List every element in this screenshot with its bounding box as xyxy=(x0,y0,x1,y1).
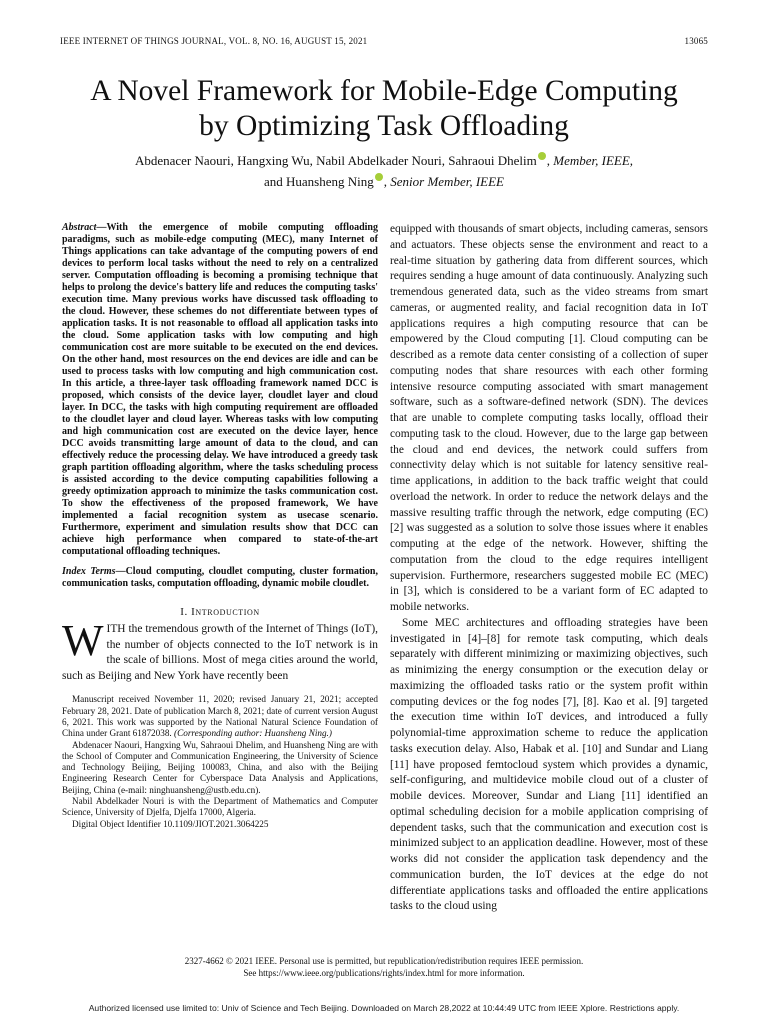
title-line-2: by Optimizing Task Offloading xyxy=(199,110,569,142)
index-terms-label: Index Terms xyxy=(62,566,116,577)
page-number: 13065 xyxy=(684,36,708,46)
left-column xyxy=(62,222,378,830)
author-role-2: Senior Member, IEEE xyxy=(390,174,504,189)
section-title: Introduction xyxy=(191,606,260,618)
author-role-1: Member, IEEE, xyxy=(553,153,634,168)
author-line-2: and Huansheng Ning , Senior Member, IEEE xyxy=(264,174,504,189)
introduction-paragraph xyxy=(62,616,378,684)
journal-info: IEEE INTERNET OF THINGS JOURNAL, VOL. 8, NO. 16, AUGUST 15, 2021 xyxy=(60,36,368,46)
copyright-notice xyxy=(60,956,708,979)
index-terms: Index Terms—Cloud computing, cloudlet computing, cluster formation, communication tasks, computation offloading, dynamic mobile cloudlet. xyxy=(62,566,378,589)
license-footer: Authorized licensed use limited to: Univ of Science and Tech Beijing. Downloaded on March 28,2022 at 10:44:49 UTC from IEEE Xplore. Restrictions apply. xyxy=(88,1003,680,1013)
orcid-icon[interactable] xyxy=(375,173,383,181)
author-names-2: and Huansheng Ning xyxy=(264,174,374,189)
footnotes xyxy=(62,694,378,830)
intro-text: ITH the tremendous growth of the Internet of Things (IoT), the number of objects connected to the IoT network is in the scale of billions. Most of mega cities around the world, such as Beijing and New York have recently been xyxy=(62,623,378,682)
abstract: Abstract—With the emergence of mobile computing offloading paradigms, such as mobile-edge computing (MEC), many Internet of Things applications can take advantage of the computing powers of end devices to perform local tasks without the need to rely on a centralized server. Computation offloading is becoming a promising technique that helps to prolong the device's battery life and reduces the computing tasks' execution time. Many previous works have discussed task offloading to the cloud. However, these schemes do not differentiate between types of application tasks. It is not reasonable to offload all application tasks into the cloud. Some application tasks with low computing and high communication cost are more suitable to be executed on the end devices. On the other hand, most resources on the end devices are idle and can be used to process tasks with low computing and high communication cost. In this article, a three-layer task offloading framework named DCC is proposed, which consists of the device layer, cloudlet layer and cloud layer. In DCC, the tasks with high computing requirement are offloaded to the cloudlet layer and cloud layer. Whereas tasks with low computing and high communication cost are executed on the device layer, hence DCC avoids transmitting large amount of data to the cloud, and can effectively reduce the processing delay. We have introduced a greedy task graph partition offloading algorithm, where the tasks scheduling process is assisted according to the device computing capabilities following a greedy optimization approach to minimize the tasks communication cost. To show the effectiveness of the proposed framework, We have implemented a facial recognition system as usecase scenario. Furthermore, experiment and simulation results show that DCC can achieve high performance when compared to state-of-the-art computational offloading techniques. xyxy=(62,222,378,557)
section-number: I. xyxy=(180,606,188,618)
title-line-1: A Novel Framework for Mobile-Edge Computing xyxy=(90,75,678,107)
drop-cap: W xyxy=(62,616,104,665)
footnote-affiliation-1: Abdenacer Naouri, Hangxing Wu, Sahraoui Dhelim, and Huansheng Ning are with the School of Computer and Communication Engineering, the University of Science and Technology Beijing, Beijing 100083, China, and also with the Beijing Engineering Research Center for Cyberspace Data Analysis and Applications, Beijing, China (e-mail: ninghuansheng@ustb.edu.cn). xyxy=(62,739,378,795)
footnote-doi[interactable]: Digital Object Identifier 10.1109/JIOT.2021.3064225 xyxy=(72,818,269,829)
author-line-1: Abdenacer Naouri, Hangxing Wu, Nabil Abdelkader Nouri, Sahraoui Dhelim , Member, IEEE, xyxy=(134,153,634,168)
author-list xyxy=(40,150,728,192)
abstract-text: With the emergence of mobile computing offloading paradigms, such as mobile-edge computing (MEC), many Internet of Things applications can take advantage of the computing powers of end devices to perform local tasks without the need to rely on a centralized server. Computation offloading is becoming a promising technique that helps to prolong the device's battery life and reduces the computing tasks' execution time. Many previous works have discussed task offloading to the cloud. However, these schemes do not differentiate between types of application tasks. It is not reasonable to offload all application tasks into the cloud. Some application tasks with low computing and high communication cost are more suitable to be executed on the end devices. On the other hand, most resources on the end devices are idle and can be used to process tasks with low computing and high communication cost. In this article, a three-layer task offloading framework named DCC is proposed, which consists of the device layer, cloudlet layer and cloud layer. In DCC, the tasks with high computing requirement are offloaded to the cloudlet layer and cloud layer. Whereas tasks with low computing and high communication cost are executed on the device layer, hence DCC avoids transmitting large amount of data to the cloud, and can effectively reduce the processing delay. We have introduced a greedy task graph partition offloading algorithm, where the tasks scheduling process is assisted according to the device computing capabilities following a greedy optimization approach to minimize the tasks communication cost. To show the effectiveness of the proposed framework, We have implemented a facial recognition system as usecase scenario. Furthermore, experiment and simulation results show that DCC can achieve high performance when compared to state-of-the-art computational offloading techniques. xyxy=(62,222,378,557)
abstract-label: Abstract xyxy=(62,222,97,233)
author-names-1: Abdenacer Naouri, Hangxing Wu, Nabil Abdelkader Nouri, Sahraoui Dhelim xyxy=(134,153,537,168)
corresponding-author: (Corresponding author: Huansheng Ning.) xyxy=(174,728,332,739)
footnote-received: Manuscript received November 11, 2020; revised January 21, 2021; accepted February 28, 2021. Date of publication March 8, 2021; date of current version August 6, 2021. This work was supported by the National Natural Science Foundation of China under Grant 61872038. (Corresponding author: Huansheng Ning.) xyxy=(62,694,378,739)
body-paragraph-1: equipped with thousands of smart objects, including cameras, sensors and actuators. These objects sense the environment and react to a real-time situation by gathering data from different sources, which requires sending a huge amount of data continuously. Analyzing such tremendous generated data, such as the video streams from smart cameras, or augmented reality, and facial recognition data in IoT applications requires a high computing resource that can be empowered by the Cloud computing [1]. Cloud computing can be described as a remote data center consisting of a collection of super computing nodes that share resources with each other forming intensive resource computing associated with smart management software, such as a software-defined network (SDN). The devices that are unable to complete computing tasks locally, offload their computing task to the cloud. However, due to the large gap between the cloud and end devices, the network could suffers from connectivity delay which is not suitable for latency sensitive real-time applications, in addition to the back traffic weight that could overload the network. In order to reduce the network delays and the massive resulting traffic through the network, edge computing (EC) [2] was suggested as a solution to solve those issues where it enables computing at the edge of the network. However, shifting the computation from the cloud to the edge requires intelligent supervision. Furthermore, researchers suggested mobile EC (MEC) in [3], which is considered to be a variant form of EC adapted to mobile networks. xyxy=(390,223,708,613)
copyright-line-2[interactable]: See https://www.ieee.org/publications/rights/index.html for more information. xyxy=(243,967,525,978)
paper-title xyxy=(40,74,728,144)
index-terms-text: Cloud computing, cloudlet computing, cluster formation, communication tasks, computation offloading, dynamic mobile cloudlet. xyxy=(62,566,378,589)
right-column xyxy=(390,222,708,915)
orcid-icon[interactable] xyxy=(538,152,546,160)
copyright-line-1: 2327-4662 © 2021 IEEE. Personal use is permitted, but republication/redistribution requires IEEE permission. xyxy=(184,956,584,966)
body-paragraph-2: Some MEC architectures and offloading strategies have been investigated in [4]–[8] for remote task computing, which deals separately with different minimizing or maximizing objectives, such as minimizing the energy consumption or the execution delay or maximizing the offloaded tasks ratio or the system profit within computing devices or the fog nodes [7], [8]. Kao et al. [9] targeted the execution time within IoT devices, and introduced a fully polynomial-time approximation scheme to reduce the application tasks execution delay. Also, Habak et al. [10] and Sundar and Liang [11] have proposed femtocloud system which provides a dynamic, self-configuring, and multidevice mobile cloud out of a cluster of mobile devices. Moreover, Sundar and Liang [11] identified an optimal scheduling decision for a mobile application comprising of dependent tasks, such that the communication and execution cost is minimized subject to an application deadline. However, most of these works did not consider the application task dependency and the communication burden, the IoT devices at the edge do not differentiate applications tasks and offloaded the entire applications tasks to the cloud using xyxy=(390,616,708,913)
footnote-affiliation-2: Nabil Abdelkader Nouri is with the Department of Mathematics and Computer Science, University of Djelfa, Djelfa 17000, Algeria. xyxy=(62,796,378,818)
running-head xyxy=(60,36,708,50)
section-heading xyxy=(62,605,378,619)
